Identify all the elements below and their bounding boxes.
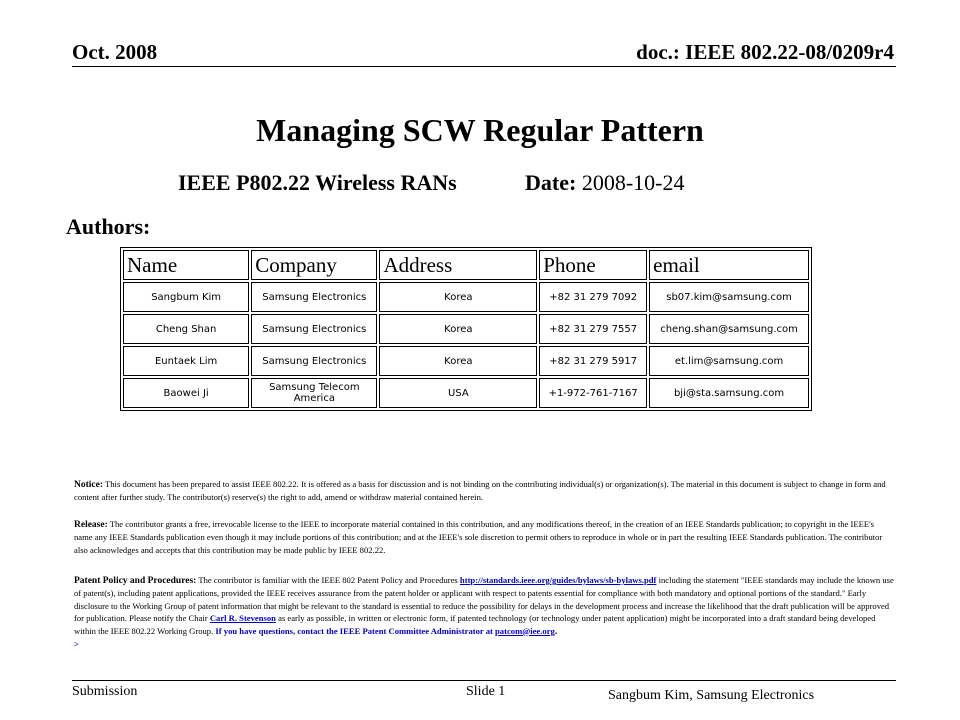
patent-end-marker: >	[74, 639, 79, 650]
table-header-row	[123, 250, 809, 280]
slide-date	[525, 170, 684, 196]
author-company: Samsung Telecom America	[251, 378, 377, 408]
column-header: Company	[251, 250, 377, 280]
patent-text-3: as early as possible, in written or electronic form, if patented technology (or technology under patent application) might be incorporated into a draft standard being developed within the IEEE 802.22 Working Group.	[74, 613, 876, 636]
author-address: Korea	[379, 282, 537, 312]
header-rule	[72, 66, 896, 67]
notice-paragraph	[74, 478, 894, 504]
release-text: The contributor grants a free, irrevocable license to the IEEE to incorporate material contained in this contribution, and any modifications thereof, in the creation of an IEEE Standards publication; to copyright in the IEEE's name any IEEE Standards publication even though it may include portions of this contribution; and at the IEEE's sole discretion to permit others to reproduce in whole or in part the resulting IEEE Standards publication. The contributor also acknowledges and accepts that this contribution may be made public by IEEE 802.22.	[74, 519, 883, 555]
bylaws-link[interactable]: http://standards.ieee.org/guides/bylaws/sb-bylaws.pdf	[459, 575, 657, 585]
date-value: 2008-10-24	[581, 170, 685, 195]
column-header: Address	[379, 250, 537, 280]
footer-rule	[72, 680, 896, 681]
author-name: Cheng Shan	[123, 314, 249, 344]
author-email: et.lim@samsung.com	[649, 346, 809, 376]
notice-label: Notice:	[74, 480, 104, 490]
patent-text-1: The contributor is familiar with the IEEE 802 Patent Policy and Procedures	[198, 575, 458, 585]
author-address: Korea	[379, 314, 537, 344]
column-header: Phone	[539, 250, 647, 280]
author-address: Korea	[379, 346, 537, 376]
release-paragraph	[74, 518, 894, 556]
author-name: Sangbum Kim	[123, 282, 249, 312]
patent-label: Patent Policy and Procedures:	[74, 576, 197, 586]
patent-contact-text: If you have questions, contact the IEEE Patent Committee Administrator at	[215, 625, 493, 636]
author-company: Samsung Electronics	[251, 282, 377, 312]
authors-label: Authors:	[66, 214, 151, 239]
footer-author: Sangbum Kim, Samsung Electronics	[608, 688, 815, 703]
author-address: USA	[379, 378, 537, 408]
slide-title: Managing SCW Regular Pattern	[256, 112, 704, 148]
table-row	[123, 378, 809, 408]
author-phone: +82 31 279 7557	[539, 314, 647, 344]
author-company: Samsung Electronics	[251, 346, 377, 376]
author-phone: +82 31 279 7092	[539, 282, 647, 312]
author-email: cheng.shan@samsung.com	[649, 314, 809, 344]
chair-link[interactable]: Carl R. Stevenson	[209, 613, 276, 624]
header-doc-id: doc.: IEEE 802.22-08/0209r4	[636, 40, 894, 64]
table-row	[123, 314, 809, 344]
author-email: bji@sta.samsung.com	[649, 378, 809, 408]
patcom-email-link[interactable]: patcom@iee.org	[495, 625, 555, 636]
column-header: email	[649, 250, 809, 280]
author-name: Baowei Ji	[123, 378, 249, 408]
table-row	[123, 346, 809, 376]
patent-text-2: including the statement "IEEE standards may include the known use of patent(s), including patent applications, provided the IEEE receives assurance from the patent holder or applicant with respect to patents essential for compliance with both mandatory and optional portions of the standard." Early disclosure to the Working Group of patent information that might be relevant to the standard is essential to reduce the possibility for delays in the development process and increase the likelihood that the draft publication will be approved for publication. Please notify the Chair	[74, 575, 894, 624]
header-date: Oct. 2008	[72, 40, 158, 64]
author-name: Euntaek Lim	[123, 346, 249, 376]
author-company: Samsung Electronics	[251, 314, 377, 344]
author-phone: +82 31 279 5917	[539, 346, 647, 376]
author-email: sb07.kim@samsung.com	[649, 282, 809, 312]
footer-submission: Submission	[72, 684, 138, 699]
date-label: Date:	[525, 170, 577, 195]
author-phone: +1-972-761-7167	[539, 378, 647, 408]
slide-number: Slide 1	[466, 684, 506, 699]
patent-paragraph: Patent Policy and Procedures: The contributor is familiar with the IEEE 802 Patent Policy and Procedures http://standards.ieee.org/guides/bylaws/sb-bylaws.pdf including the statement "IEEE standards may include the known use of patent(s), including patent applications, provided the IEEE receives assurance from the patent holder or applicant with respect to patents essential for compliance with both mandatory and optional portions of the standard." Early disclosure to the Working Group of patent information that might be relevant to the standard is essential to reduce the possibility for delays in the development process and increase the likelihood that the draft publication will be approved for publication. Please notify the Chair Carl R. Stevenson as early as possible, in written or electronic form, if patented technology (or technology under patent application) might be incorporated into a draft standard being developed within the IEEE 802.22 Working Group. If you have questions, contact the IEEE Patent Committee Administrator at patcom@iee.org. >	[74, 575, 894, 650]
group-name: IEEE P802.22 Wireless RANs	[178, 170, 457, 195]
release-label: Release:	[74, 520, 108, 530]
column-header: Name	[123, 250, 249, 280]
table-row	[123, 282, 809, 312]
notice-text: This document has been prepared to assist IEEE 802.22. It is offered as a basis for discussion and is not binding on the contributing individual(s) or organization(s). The material in this document is subject to change in form and content after further study. The contributor(s) reserve(s) the right to add, amend or withdraw material contained herein.	[74, 479, 886, 503]
authors-table	[120, 247, 812, 411]
